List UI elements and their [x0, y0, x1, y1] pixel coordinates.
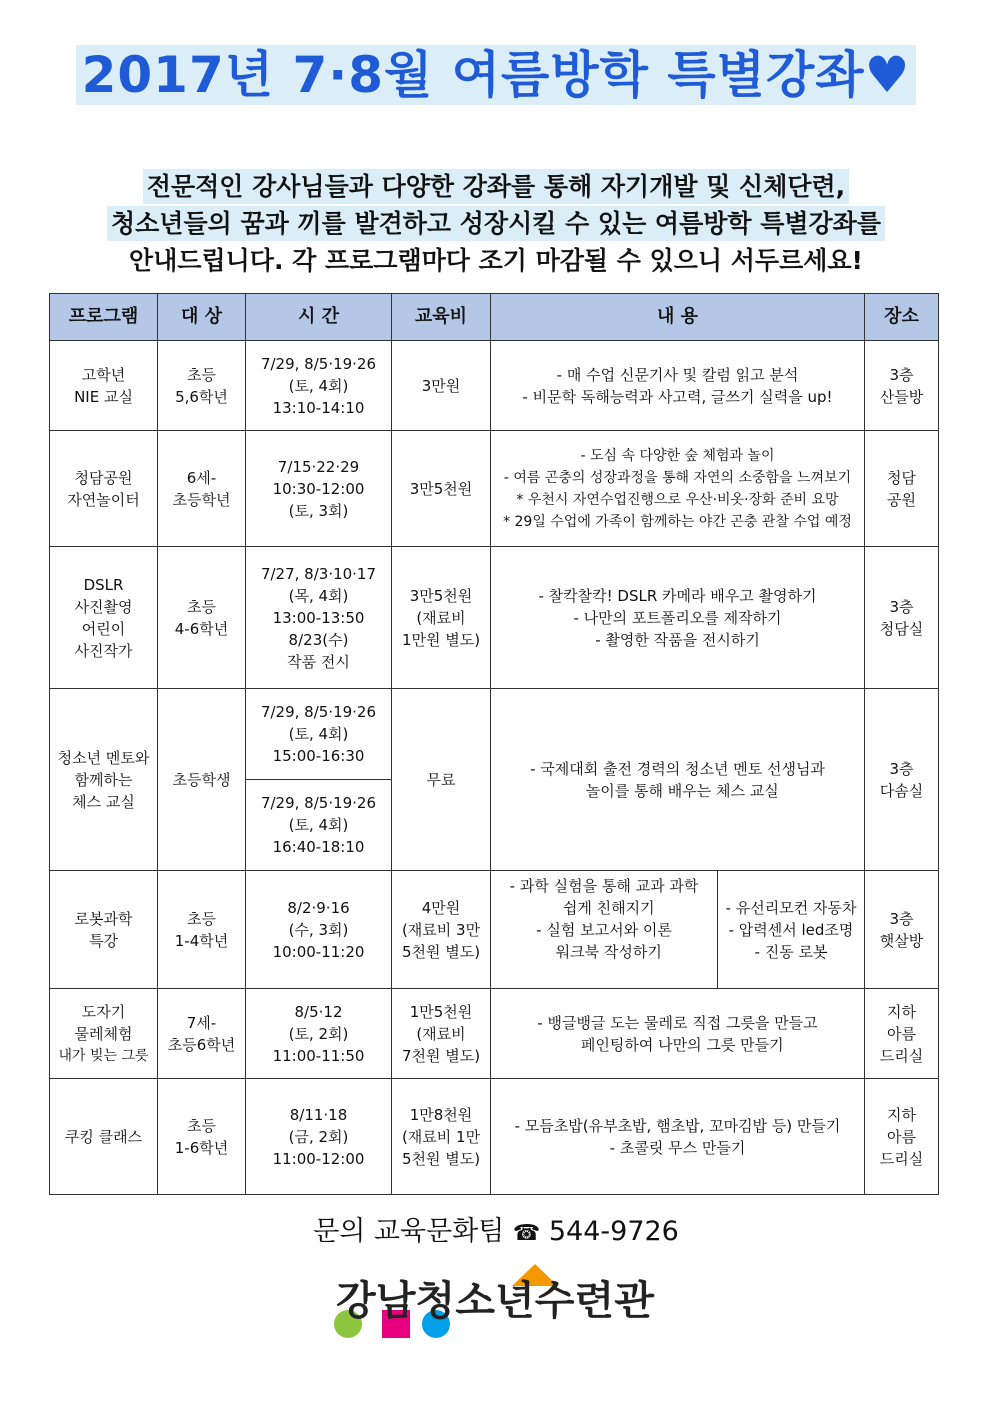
cell-line: 5,6학년	[175, 387, 228, 406]
cell-line: - 도심 속 다양한 숲 체험과 놀이	[580, 447, 775, 464]
table-row	[50, 1079, 939, 1195]
cell-line: 워크북 작성하기	[546, 943, 662, 961]
fee-cell	[392, 871, 491, 989]
cell-line: 7/15·22·29	[277, 457, 360, 476]
cell-line: - 유선리모컨 자동차	[725, 898, 857, 917]
time-cell	[246, 547, 392, 689]
cell-line: 8/2·9·16	[287, 898, 350, 917]
cell-line: * 우천시 자연수업진행으로 우산·비옷·장화 준비 요망	[516, 491, 839, 508]
cell-line: 사진촬영	[74, 597, 133, 616]
cell-line: - 국제대회 출전 경력의 청소년 멘토 선생님과	[530, 759, 825, 778]
contact-info	[0, 1212, 992, 1254]
place-cell	[865, 1079, 939, 1195]
content-cell	[491, 547, 865, 689]
content-cell	[491, 989, 865, 1079]
cell-line: 쉽게 친해지기	[553, 899, 655, 917]
cell-line: (수, 3회)	[288, 920, 349, 939]
cell-line: 10:30-12:00	[272, 479, 365, 498]
contact-label: 문의 교육문화팀	[313, 1216, 505, 1247]
program-cell	[50, 1079, 158, 1195]
target-cell	[158, 1079, 246, 1195]
cell-line: 3층	[889, 365, 914, 384]
cell-line: 지하	[887, 1002, 916, 1021]
cell-line: 청소년 멘토와	[57, 748, 150, 767]
content-cell	[491, 431, 865, 547]
cell-line: DSLR	[83, 575, 124, 594]
target-cell	[158, 341, 246, 431]
cell-line: 드리실	[879, 1149, 924, 1168]
cell-line: 공원	[887, 490, 916, 509]
cell-line: 초등	[187, 909, 216, 928]
cell-line: (목, 4회)	[288, 586, 349, 605]
cell-line: 1-6학년	[174, 1138, 229, 1157]
cell-line: (금, 2회)	[288, 1127, 349, 1146]
cell-line: - 뱅글뱅글 도는 물레로 직접 그릇을 만들고	[537, 1013, 818, 1032]
cell-line: - 실험 보고서와 이론	[536, 921, 672, 939]
cell-line: 초등6학년	[167, 1035, 236, 1054]
cell-line: NIE 교실	[74, 387, 133, 406]
cell-line: 지하	[887, 1105, 916, 1124]
place-cell	[865, 431, 939, 547]
cell-line: 3만5천원	[409, 479, 473, 498]
cell-line: 무료	[426, 770, 456, 789]
content-cell	[491, 871, 865, 989]
cell-line: 7천원 별도)	[401, 1046, 481, 1065]
cell-line: 11:00-12:00	[272, 1149, 365, 1168]
intro-line: 청소년들의 꿈과 끼를 발견하고 성장시킬 수 있는 여름방학 특별강좌를	[107, 206, 885, 241]
time-cell	[246, 780, 392, 871]
content-split	[491, 871, 864, 988]
title-wrap	[0, 45, 992, 105]
header-place: 장소	[865, 294, 939, 341]
cell-line: 4만원	[421, 898, 461, 917]
cell-line: 13:10-14:10	[272, 398, 365, 417]
cell-line: 5천원 별도)	[401, 1149, 481, 1168]
cell-line: (토, 4회)	[288, 725, 349, 743]
cell-line: (토, 4회)	[288, 376, 349, 395]
cell-line: 3층	[889, 759, 914, 778]
cell-line: 3만원	[421, 376, 461, 395]
cell-line: 어린이	[81, 619, 126, 638]
table-row	[50, 431, 939, 547]
schedule-table	[49, 293, 939, 1195]
cell-line: - 찰칵찰칵! DSLR 카메라 배우고 촬영하기	[538, 586, 817, 605]
program-cell	[50, 547, 158, 689]
contact-phone: 544-9726	[548, 1216, 679, 1247]
phone-icon: ☎	[512, 1221, 541, 1246]
time-cell	[246, 871, 392, 989]
cell-line: 초등	[187, 597, 216, 616]
place-cell	[865, 689, 939, 871]
place-cell	[865, 547, 939, 689]
cell-line: 8/11·18	[289, 1105, 348, 1124]
cell-line: 아름	[887, 1024, 916, 1043]
target-cell	[158, 689, 246, 871]
time-cell	[246, 1079, 392, 1195]
header-content: 내 용	[491, 294, 865, 341]
cell-line: 산들방	[879, 387, 924, 406]
content-cell	[491, 341, 865, 431]
cell-line: (재료비 1만	[401, 1127, 481, 1146]
content-cell	[491, 689, 865, 871]
cell-line: - 진동 로봇	[754, 942, 828, 961]
place-cell	[865, 341, 939, 431]
cell-line: 특강	[89, 931, 118, 950]
fee-cell	[392, 341, 491, 431]
header-target: 대 상	[158, 294, 246, 341]
table-row	[50, 341, 939, 431]
cell-line: 10:00-11:20	[272, 942, 365, 961]
cell-line: - 매 수업 신문기사 및 칼럼 읽고 분석	[556, 365, 799, 384]
table-row	[50, 547, 939, 689]
intro-line: 전문적인 강사님들과 다양한 강좌를 통해 자기개발 및 신체단련,	[143, 169, 849, 204]
cell-line: 아름	[887, 1127, 916, 1146]
cell-line: 고학년	[81, 365, 126, 384]
cell-line: 7/29, 8/5·19·26	[260, 703, 377, 721]
cell-line: 도자기	[81, 1002, 126, 1021]
cell-line: 13:00-13:50	[272, 608, 365, 627]
cell-line: (토, 2회)	[288, 1024, 349, 1043]
fee-cell	[392, 689, 491, 871]
cell-line: 8/5·12	[294, 1002, 343, 1021]
header-program: 프로그램	[50, 294, 158, 341]
cell-line: 초등	[187, 1116, 216, 1135]
cell-line: 청담공원	[74, 468, 133, 487]
logo	[330, 1262, 660, 1342]
cell-line: - 압력센서 led조명	[728, 920, 854, 939]
cell-line: (재료비 3만	[401, 920, 481, 939]
cell-line: 청담	[887, 468, 916, 487]
cell-line: 놀이를 통해 배우는 체스 교실	[576, 781, 779, 800]
table-header-row	[50, 294, 939, 341]
program-cell	[50, 341, 158, 431]
cell-line: 함께하는	[74, 770, 133, 789]
cell-line: 다솜실	[879, 781, 924, 800]
cell-line: 8/23(수)	[288, 630, 349, 649]
cell-line: 7/27, 8/3·10·17	[260, 564, 377, 583]
cell-line: - 비문학 독해능력과 사고력, 글쓰기 실력을 up!	[522, 387, 833, 406]
cell-line: 16:40-18:10	[272, 838, 365, 856]
logo-text: 강남청소년수련관	[336, 1278, 656, 1324]
program-cell	[50, 431, 158, 547]
cell-line: 초등학년	[172, 490, 231, 509]
cell-line: 5천원 별도)	[401, 942, 481, 961]
cell-line: 청담실	[879, 619, 924, 638]
cell-line: (재료비	[416, 608, 466, 627]
place-cell	[865, 871, 939, 989]
cell-line: (재료비	[416, 1024, 466, 1043]
cell-line: 3층	[889, 597, 914, 616]
target-cell	[158, 431, 246, 547]
cell-line: 4-6학년	[174, 619, 229, 638]
program-cell	[50, 989, 158, 1079]
cell-line: 1-4학년	[174, 931, 229, 950]
intro-line: 안내드립니다. 각 프로그램마다 조기 마감될 수 있으니 서두르세요!	[129, 246, 863, 275]
place-cell	[865, 989, 939, 1079]
cell-line: 7세-	[186, 1013, 217, 1032]
table-row	[50, 989, 939, 1079]
heart-icon: ♥	[864, 46, 911, 104]
cell-line: 7/29, 8/5·19·26	[260, 794, 377, 812]
cell-line: 물레체험	[74, 1024, 133, 1043]
cell-line: 15:00-16:30	[272, 747, 365, 765]
cell-line: 3만5천원	[409, 586, 473, 605]
cell-line: 초등	[187, 365, 216, 384]
target-cell	[158, 547, 246, 689]
cell-line: * 29일 수업에 가족이 함께하는 야간 곤충 관찰 수업 예정	[503, 513, 852, 530]
fee-cell	[392, 1079, 491, 1195]
cell-line: 1만원 별도)	[401, 630, 481, 649]
cell-line: 1만8천원	[409, 1105, 473, 1124]
target-cell	[158, 989, 246, 1079]
content-subcol-a	[491, 871, 718, 988]
cell-line: 쿠킹 클래스	[64, 1127, 143, 1146]
cell-line: 체스 교실	[72, 792, 135, 811]
intro-text	[0, 168, 992, 279]
cell-line: 1만5천원	[409, 1002, 473, 1021]
cell-line: 햇살방	[879, 931, 924, 950]
target-cell	[158, 871, 246, 989]
cell-line: - 촬영한 작품을 전시하기	[595, 630, 760, 649]
table-row	[50, 689, 939, 780]
program-cell	[50, 871, 158, 989]
time-cell	[246, 989, 392, 1079]
fee-cell	[392, 989, 491, 1079]
content-subcol-b	[718, 871, 864, 988]
cell-line: 초등학생	[172, 770, 231, 789]
header-time: 시 간	[246, 294, 392, 341]
cell-line: - 여름 곤충의 성장과정을 통해 자연의 소중함을 느껴보기	[503, 469, 852, 486]
time-cell	[246, 689, 392, 780]
table-row	[50, 871, 939, 989]
cell-line: - 초콜릿 무스 만들기	[609, 1138, 746, 1157]
cell-line: - 모듬초밥(유부초밥, 햄초밥, 꼬마김밥 등) 만들기	[514, 1116, 841, 1135]
cell-line: 3층	[889, 909, 914, 928]
page-title-text: 2017년 7·8월 여름방학 특별강좌	[81, 46, 865, 104]
cell-line: 드리실	[879, 1046, 924, 1065]
cell-line: (토, 3회)	[288, 501, 349, 520]
fee-cell	[392, 547, 491, 689]
cell-line: 사진작가	[74, 641, 133, 660]
cell-line: 작품 전시	[287, 652, 350, 671]
time-cell	[246, 341, 392, 431]
time-cell	[246, 431, 392, 547]
cell-line: 7/29, 8/5·19·26	[260, 354, 377, 373]
program-cell	[50, 689, 158, 871]
cell-line: (토, 4회)	[288, 816, 349, 834]
cell-line: 로봇과학	[74, 909, 133, 928]
cell-line: 내가 빚는 그릇	[58, 1047, 149, 1064]
cell-line: - 과학 실험을 통해 교과 과학	[509, 877, 699, 895]
cell-line: 11:00-11:50	[272, 1046, 365, 1065]
header-fee: 교육비	[392, 294, 491, 341]
cell-line: 자연놀이터	[67, 490, 140, 509]
cell-line: 6세-	[186, 468, 217, 487]
cell-line: 페인팅하여 나만의 그릇 만들기	[571, 1035, 784, 1054]
page-title	[76, 45, 917, 105]
cell-line: - 나만의 포트폴리오를 제작하기	[573, 608, 782, 627]
content-cell	[491, 1079, 865, 1195]
fee-cell	[392, 431, 491, 547]
